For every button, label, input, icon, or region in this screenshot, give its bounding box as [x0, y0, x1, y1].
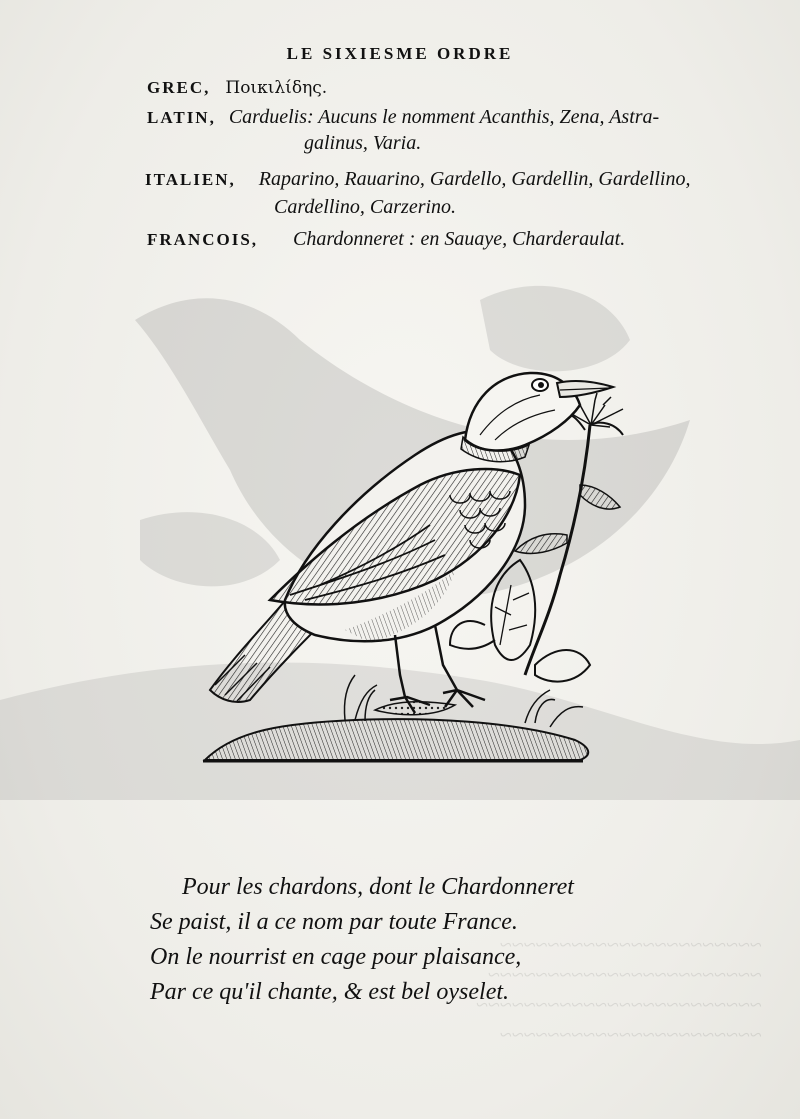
entry-francois	[147, 226, 625, 253]
goldfinch-woodcut-icon	[195, 345, 625, 775]
names-italien-line1: Raparino, Rauarino, Gardello, Gardellin, Gardellino,	[258, 168, 691, 190]
entry-grec	[147, 74, 327, 101]
lang-label-francois: FRANCOIS,	[147, 230, 259, 249]
verso-show-through: ~~~~~~~~~~~~~~~~~~~~~~ ~~~~~~~~~~~~~~~~~~~~~~~ ~~~~~~~~~~~~~~~~~~~~~~~~ ~~~~~~~~~~~~~~~~~~~~~~	[476, 932, 762, 1047]
poem-line-3: On le nourrist en cage pour plaisance,	[150, 944, 522, 970]
poem-line-4: Par ce qu'il chante, & est bel oyselet.	[150, 979, 510, 1005]
names-italien-line2: Cardellino, Carzerino.	[274, 196, 457, 218]
running-head: LE SIXIESME ORDRE	[286, 44, 514, 63]
names-latin-line1: Carduelis: Aucuns le nomment Acanthis, Zena, Astra-	[228, 106, 660, 128]
names-latin-line2: galinus, Varia.	[304, 132, 422, 154]
lang-label-latin: LATIN,	[147, 108, 216, 127]
entry-italien	[145, 166, 690, 193]
lang-label-grec: GREC,	[147, 78, 211, 97]
poem-line-2: Se paist, il a ce nom par toute France.	[150, 909, 518, 935]
entry-latin	[147, 104, 659, 131]
lang-label-italien: ITALIEN,	[145, 170, 236, 189]
names-francois: Chardonneret : en Sauaye, Charderaulat.	[293, 228, 626, 250]
names-grec: Ποικιλίδης.	[225, 78, 328, 98]
poem-line-1: Pour les chardons, dont le Chardonneret	[182, 874, 574, 900]
